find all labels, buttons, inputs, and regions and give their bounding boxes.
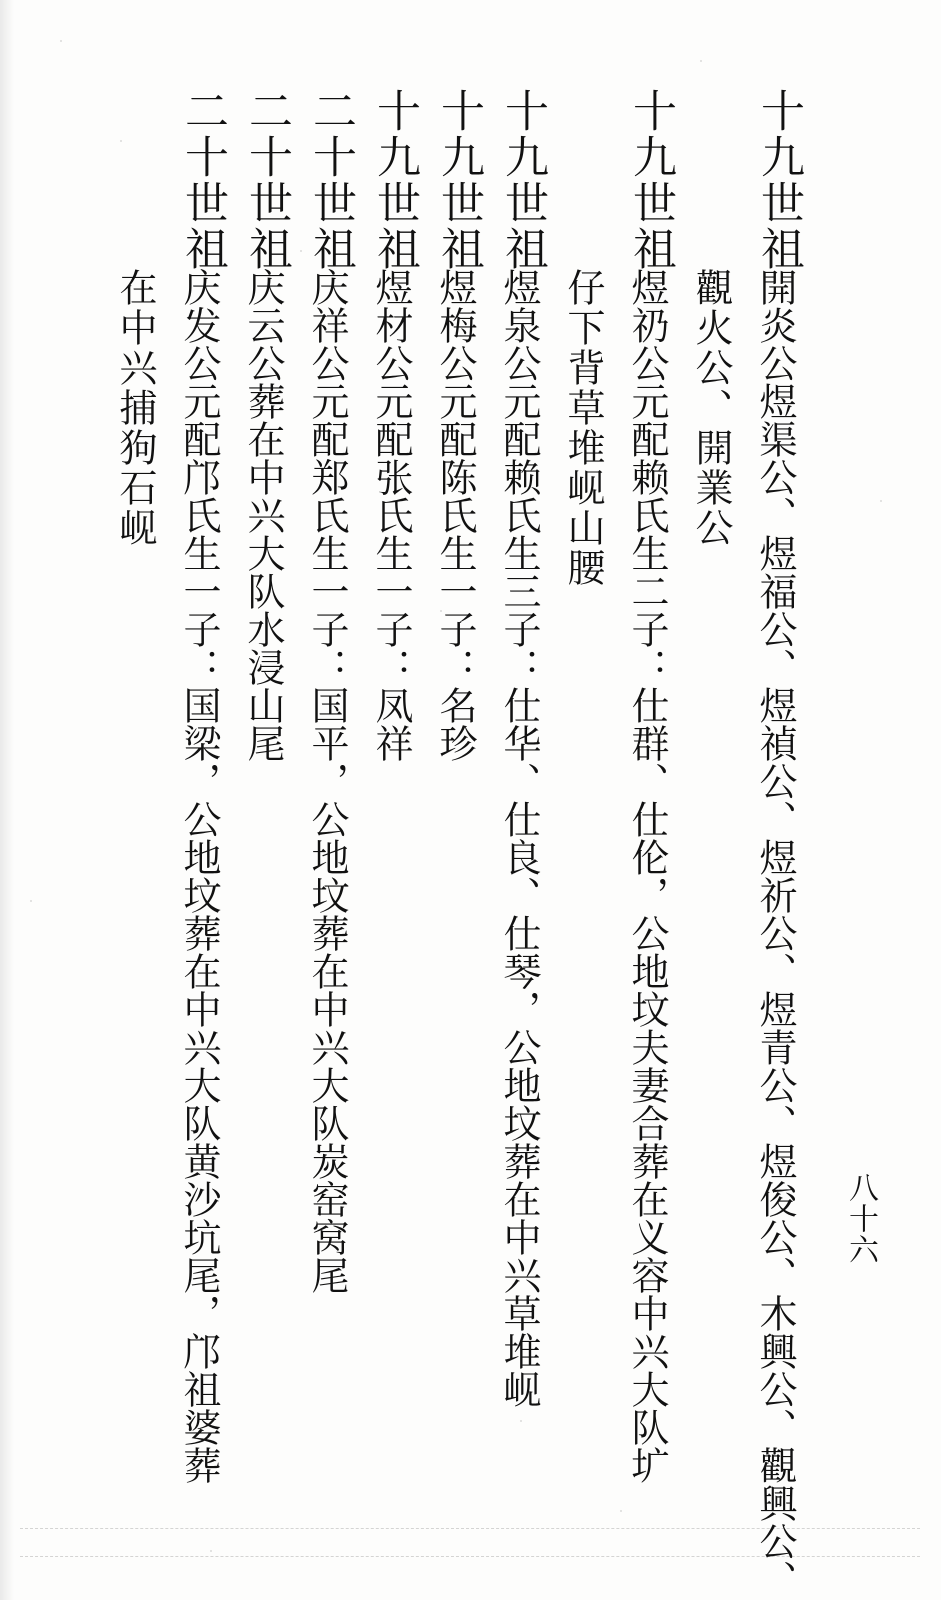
page-edge-shadow: [0, 0, 14, 1600]
entry-4-generation: 十九世祖: [433, 88, 484, 272]
entry-8-generation: 二十世祖: [177, 88, 228, 272]
entry-7-generation: 二十世祖: [241, 88, 292, 272]
entry-6-generation: 二十世祖: [305, 88, 356, 272]
scan-speckle: [210, 1550, 212, 1552]
entry-2-continuation: 仔下背草堆岘山腰: [561, 268, 605, 588]
entry-7-text: 庆云公葬在中兴大队水浸山尾: [241, 268, 285, 762]
entry-3-text: 煜泉公元配赖氏生三子：仕华、仕良、仕琴，公地坟葬在中兴草堆岘: [497, 268, 541, 1408]
entry-1-text: 開炎公煜渠公、煜福公、煜禎公、煜祈公、煜青公、煜俊公、木興公、觀興公、: [753, 268, 797, 1598]
entry-2-generation: 十九世祖: [625, 88, 676, 272]
entry-3-generation: 十九世祖: [497, 88, 548, 272]
scan-speckle: [300, 250, 302, 252]
scan-speckle: [880, 500, 882, 502]
entry-2-text: 煜礽公元配赖氏生二子：仕群、仕伦，公地坟夫妻合葬在义容中兴大队圹: [625, 268, 669, 1484]
entry-5-generation: 十九世祖: [369, 88, 420, 272]
scan-speckle: [520, 1420, 522, 1422]
entry-6-text: 庆祥公元配郑氏生一子：国平，公地坟葬在中兴大队炭窑窝尾: [305, 268, 349, 1294]
scan-speckle: [30, 900, 32, 902]
entry-1-generation: 十九世祖: [753, 88, 804, 272]
scan-speckle: [620, 1510, 622, 1512]
scan-speckle: [700, 60, 702, 62]
entry-8-text: 庆发公元配邝氏生一子：国梁，公地坟葬在中兴大队黄沙坑尾，邝祖婆葬: [177, 268, 221, 1484]
entry-4-text: 煜梅公元配陈氏生一子：名珍: [433, 268, 477, 762]
entry-5-text: 煜材公元配张氏生一子：凤祥: [369, 268, 413, 762]
scan-speckle: [60, 40, 62, 42]
scan-speckle: [120, 140, 122, 142]
entry-8-continuation: 在中兴捕狗石岘: [113, 268, 157, 548]
page-number: 八十六: [843, 1172, 878, 1265]
entry-1-continuation: 觀火公、開業公: [689, 268, 733, 548]
